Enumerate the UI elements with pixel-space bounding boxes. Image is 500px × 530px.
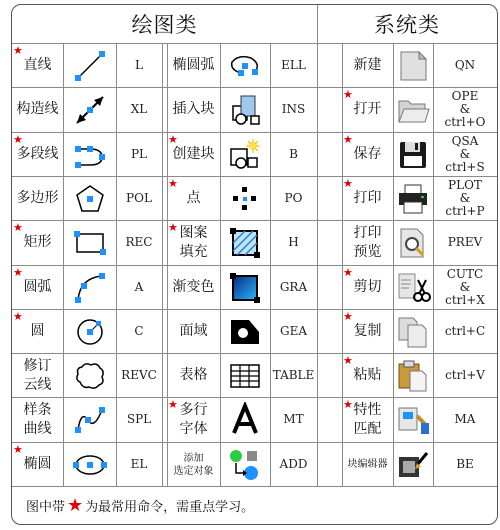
command-name-cell xyxy=(167,88,220,131)
command-shortcut-cell xyxy=(433,133,497,176)
command-name: 粘贴 xyxy=(353,367,382,383)
command-shortcut-cell xyxy=(116,88,162,131)
command-name-cell xyxy=(342,310,393,353)
copy-icon xyxy=(393,310,433,353)
command-shortcut-cell xyxy=(433,266,497,309)
command-name-cell xyxy=(12,354,63,397)
command-name: 复制 xyxy=(353,323,382,339)
command-name: 直线 xyxy=(23,57,52,73)
command-shortcut-cell xyxy=(270,221,317,264)
command-shortcut-cell xyxy=(270,266,317,309)
star-icon: ★ xyxy=(343,354,353,367)
column-divider xyxy=(317,5,318,486)
star-icon: ★ xyxy=(168,133,178,146)
command-name: 多边形 xyxy=(16,190,59,206)
block-editor-icon xyxy=(393,443,433,486)
command-name: 特性 匹配 xyxy=(353,401,382,437)
command-name: 新建 xyxy=(353,57,382,73)
command-name-cell xyxy=(342,133,393,176)
command-shortcut-cell xyxy=(116,221,162,264)
command-shortcut-cell xyxy=(116,443,162,486)
command-shortcut-cell xyxy=(116,354,162,397)
command-shortcut-cell xyxy=(433,177,497,220)
star-icon: ★ xyxy=(13,310,23,323)
column-divider xyxy=(162,43,163,486)
printer-icon xyxy=(393,177,433,220)
command-name-cell xyxy=(12,177,63,220)
command-name-cell xyxy=(167,443,220,486)
command-shortcut: PLOT & ctrl+P xyxy=(445,178,485,218)
command-name: 圆弧 xyxy=(23,279,52,295)
ellipse-icon xyxy=(63,443,116,486)
region-icon xyxy=(220,310,270,353)
command-shortcut: SPL xyxy=(126,412,152,426)
scissors-icon xyxy=(393,266,433,309)
command-shortcut: PL xyxy=(130,147,148,161)
hatch-icon xyxy=(220,221,270,264)
command-name: 保存 xyxy=(353,146,382,162)
command-shortcut-cell xyxy=(433,443,497,486)
command-name-cell xyxy=(342,398,393,441)
command-shortcut: GEA xyxy=(279,324,307,338)
command-shortcut-cell xyxy=(116,398,162,441)
save-disk-icon xyxy=(393,133,433,176)
spline-icon xyxy=(63,398,116,441)
footer-note xyxy=(12,486,497,524)
insert-block-icon xyxy=(220,88,270,131)
command-name: 修订 云线 xyxy=(23,357,52,393)
command-shortcut-cell xyxy=(433,310,497,353)
construction-line-icon xyxy=(63,88,116,131)
star-icon: ★ xyxy=(13,221,23,234)
star-icon: ★ xyxy=(13,133,23,146)
command-name-cell xyxy=(342,44,393,87)
command-name: 插入块 xyxy=(172,101,215,117)
mtext-icon xyxy=(220,398,270,441)
command-shortcut: MA xyxy=(454,412,476,426)
command-name: 样条 曲线 xyxy=(23,401,52,437)
command-shortcut-cell xyxy=(116,133,162,176)
command-shortcut-cell xyxy=(270,398,317,441)
star-icon: ★ xyxy=(168,398,178,411)
star-icon: ★ xyxy=(343,310,353,323)
command-name-cell xyxy=(167,221,220,264)
cad-cheatsheet xyxy=(11,4,498,525)
star-icon: ★ xyxy=(13,44,23,57)
command-shortcut: QN xyxy=(454,58,476,72)
command-name: 矩形 xyxy=(23,234,52,250)
star-icon: ★ xyxy=(343,266,353,279)
command-shortcut-cell xyxy=(270,310,317,353)
point-icon xyxy=(220,177,270,220)
command-shortcut: REVC xyxy=(121,368,157,382)
command-name: 椭圆弧 xyxy=(172,57,215,73)
command-shortcut: PO xyxy=(284,191,303,205)
command-shortcut-cell xyxy=(270,133,317,176)
command-name-cell xyxy=(167,133,220,176)
command-shortcut: XL xyxy=(130,102,148,116)
create-block-icon xyxy=(220,133,270,176)
command-name-cell xyxy=(342,443,393,486)
command-shortcut-cell xyxy=(433,88,497,131)
command-name: 渐变色 xyxy=(172,279,215,295)
command-name-cell xyxy=(167,177,220,220)
command-shortcut-cell xyxy=(270,354,317,397)
table-icon xyxy=(220,354,270,397)
command-shortcut-cell xyxy=(116,44,162,87)
circle-icon xyxy=(63,310,116,353)
command-shortcut: ctrl+V xyxy=(445,368,485,382)
command-shortcut: QSA & ctrl+S xyxy=(445,134,485,174)
command-shortcut-cell xyxy=(433,354,497,397)
command-name-cell xyxy=(167,398,220,441)
star-icon: ★ xyxy=(13,266,23,279)
command-shortcut-cell xyxy=(433,221,497,264)
command-shortcut-cell xyxy=(116,266,162,309)
command-shortcut: A xyxy=(134,280,144,294)
command-name: 椭圆 xyxy=(23,456,52,472)
star-icon: ★ xyxy=(168,177,178,190)
star-icon: ★ xyxy=(67,494,84,516)
command-name-cell xyxy=(12,221,63,264)
command-shortcut: EL xyxy=(130,457,148,471)
star-icon: ★ xyxy=(343,133,353,146)
command-shortcut: L xyxy=(135,58,143,72)
command-name-cell xyxy=(342,88,393,131)
command-name-cell xyxy=(342,177,393,220)
command-shortcut: PREV xyxy=(447,235,483,249)
command-shortcut: TABLE xyxy=(272,368,315,382)
open-folder-icon xyxy=(393,88,433,131)
line-icon xyxy=(63,44,116,87)
match-properties-icon xyxy=(393,398,433,441)
command-shortcut: C xyxy=(134,324,144,338)
command-shortcut: ctrl+C xyxy=(444,324,486,338)
command-name-cell xyxy=(167,44,220,87)
command-name-cell xyxy=(167,354,220,397)
command-shortcut: POL xyxy=(126,191,152,205)
command-shortcut-cell xyxy=(116,177,162,220)
footer-suffix: 为最常用命令，需重点学习。 xyxy=(85,499,255,515)
star-icon: ★ xyxy=(343,88,353,101)
command-name-cell xyxy=(342,354,393,397)
command-shortcut: INS xyxy=(281,102,306,116)
command-shortcut: OPE & ctrl+O xyxy=(444,89,486,129)
command-name-cell xyxy=(12,266,63,309)
command-name: 构造线 xyxy=(16,101,59,117)
new-file-icon xyxy=(393,44,433,87)
command-name: 点 xyxy=(186,190,201,206)
command-name: 添加 选定对象 xyxy=(173,452,214,477)
command-shortcut: B xyxy=(289,147,298,161)
command-shortcut-cell xyxy=(270,44,317,87)
star-icon: ★ xyxy=(343,398,353,411)
command-shortcut: ELL xyxy=(281,58,306,72)
command-name: 打开 xyxy=(353,101,382,117)
command-name: 面域 xyxy=(179,323,208,339)
command-shortcut-cell xyxy=(270,177,317,220)
command-name-cell xyxy=(342,266,393,309)
command-name: 表格 xyxy=(179,367,208,383)
elliptical-arc-icon xyxy=(220,44,270,87)
footer-prefix: 图中带 xyxy=(26,499,66,515)
print-preview-icon xyxy=(393,221,433,264)
command-name-cell xyxy=(342,221,393,264)
command-name: 剪切 xyxy=(353,279,382,295)
command-name-cell xyxy=(12,44,63,87)
command-shortcut: ADD xyxy=(279,457,308,471)
command-shortcut-cell xyxy=(433,44,497,87)
command-name: 打印 xyxy=(353,190,382,206)
arc-icon xyxy=(63,266,116,309)
draw-category-header: 绘图类 xyxy=(131,13,198,37)
command-shortcut-cell xyxy=(270,443,317,486)
command-name-cell xyxy=(167,310,220,353)
command-shortcut: REC xyxy=(125,235,153,249)
command-name: 创建块 xyxy=(172,146,215,162)
command-shortcut: GRA xyxy=(279,280,308,294)
command-name-cell xyxy=(12,310,63,353)
command-name-cell xyxy=(12,398,63,441)
command-name: 块编辑器 xyxy=(347,459,388,470)
command-name-cell xyxy=(167,266,220,309)
command-shortcut-cell xyxy=(270,88,317,131)
command-name-cell xyxy=(12,443,63,486)
command-name: 打印 预览 xyxy=(353,224,382,260)
command-shortcut: H xyxy=(288,235,299,249)
star-icon: ★ xyxy=(168,221,178,234)
command-shortcut: BE xyxy=(456,457,474,471)
star-icon: ★ xyxy=(13,443,23,456)
polyline-icon xyxy=(63,133,116,176)
command-name: 图案 填充 xyxy=(179,224,208,260)
gradient-icon xyxy=(220,266,270,309)
paste-icon xyxy=(393,354,433,397)
command-name: 多行 字体 xyxy=(179,401,208,437)
command-shortcut: MT xyxy=(283,412,304,426)
star-icon: ★ xyxy=(343,177,353,190)
command-name-cell xyxy=(12,133,63,176)
command-shortcut: CUTC & ctrl+X xyxy=(445,267,485,307)
command-shortcut-cell xyxy=(116,310,162,353)
add-selected-icon xyxy=(220,443,270,486)
command-name-cell xyxy=(12,88,63,131)
polygon-icon xyxy=(63,177,116,220)
system-category-header: 系统类 xyxy=(374,13,440,37)
revision-cloud-icon xyxy=(63,354,116,397)
command-shortcut-cell xyxy=(433,398,497,441)
command-name: 多段线 xyxy=(16,146,59,162)
rectangle-icon xyxy=(63,221,116,264)
command-name: 圆 xyxy=(30,323,45,339)
